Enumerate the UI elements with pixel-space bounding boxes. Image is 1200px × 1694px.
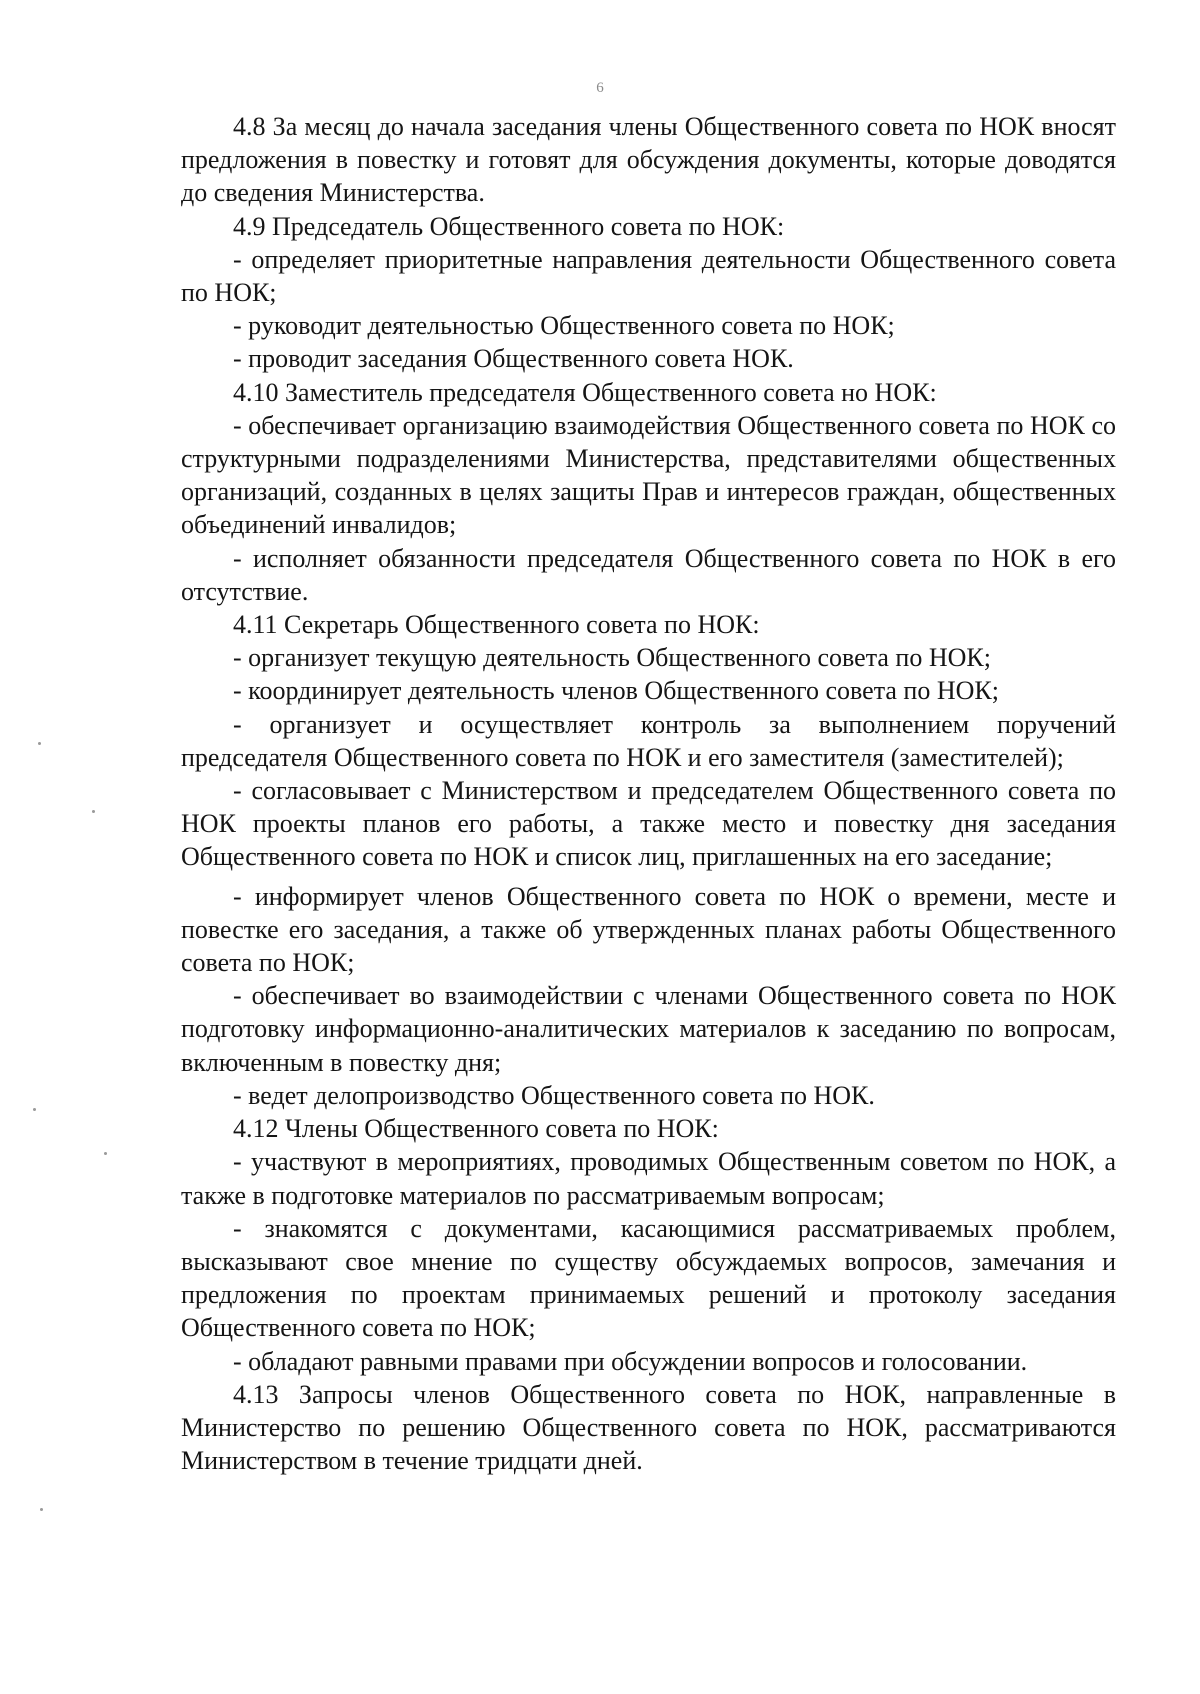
list-item: - организует текущую деятельность Общественного совета по НОК; <box>233 643 991 673</box>
list-item: - обеспечивает организацию взаимодействия Общественного совета по НОК со структурными подразделениями Министерства, представителями общественных организаций, созданных в целях защиты Прав и интересов граждан, общественных объединений инвалидов; <box>181 410 1116 540</box>
paragraph-4-12-heading: 4.12 Члены Общественного совета по НОК: <box>233 1114 719 1144</box>
list-item: - исполняет обязанности председателя Общественного совета по НОК в его отсутствие. <box>181 543 1116 606</box>
list-item: - знакомятся с документами, касающимися рассматриваемых проблем, высказывают свое мнение по существу обсуждаемых вопросов, замечания и предложения по проектам принимаемых решений и протоколу заседания Общественного совета по НОК; <box>181 1213 1116 1343</box>
list-item: - ведет делопроизводство Общественного совета по НОК. <box>233 1080 875 1110</box>
paragraph-4-11-heading: 4.11 Секретарь Общественного совета по НОК: <box>233 610 760 640</box>
list-item: - согласовывает с Министерством и председателем Общественного совета по НОК проекты планов его работы, а также место и повестку дня заседания Общественного совета по НОК и список лиц, приглашенных на его заседание; <box>181 776 1116 872</box>
scan-speck <box>38 742 41 745</box>
paragraph-4-13: 4.13 Запросы членов Общественного совета по НОК, направленные в Министерство по решению Общественного совета по НОК, рассматриваются Министерством в течение тридцати дней. <box>181 1379 1116 1476</box>
list-item: - проводит заседания Общественного совета НОК. <box>233 344 794 374</box>
scan-speck <box>104 1152 107 1155</box>
list-item: - обеспечивает во взаимодействии с членами Общественного совета по НОК подготовку информационно-аналитических материалов к заседанию по вопросам, включенным в повестку дня; <box>181 981 1116 1077</box>
document-body <box>181 110 1116 1477</box>
paragraph-4-10-heading: 4.10 Заместитель председателя Общественного совета но НОК: <box>233 377 937 407</box>
list-item: - руководит деятельностью Общественного совета по НОК; <box>233 311 895 341</box>
list-item: - организует и осуществляет контроль за выполнением поручений председателя Общественного совета по НОК и его заместителя (заместителей); <box>181 709 1116 772</box>
list-item: - координирует деятельность членов Общественного совета по НОК; <box>233 676 999 706</box>
scan-speck <box>40 1508 43 1511</box>
page-number: 6 <box>596 80 604 96</box>
scan-speck <box>92 810 95 813</box>
list-item: - обладают равными правами при обсуждении вопросов и голосовании. <box>233 1346 1028 1376</box>
list-item: - участвуют в мероприятиях, проводимых Общественным советом по НОК, а также в подготовке материалов по рассматриваемым вопросам; <box>181 1147 1116 1210</box>
scan-speck <box>33 1108 36 1111</box>
list-item: - информирует членов Общественного совета по НОК о времени, месте и повестке его заседания, а также об утвержденных планах работы Общественного совета по НОК; <box>181 881 1116 978</box>
list-item: - определяет приоритетные направления деятельности Общественного совета по НОК; <box>181 244 1116 308</box>
paragraph-4-9-heading: 4.9 Председатель Общественного совета по НОК: <box>233 211 785 241</box>
paragraph-4-8: 4.8 За месяц до начала заседания члены Общественного совета по НОК вносят предложения в повестку и готовят для обсуждения документы, которые доводятся до сведения Министерства. <box>181 112 1116 208</box>
